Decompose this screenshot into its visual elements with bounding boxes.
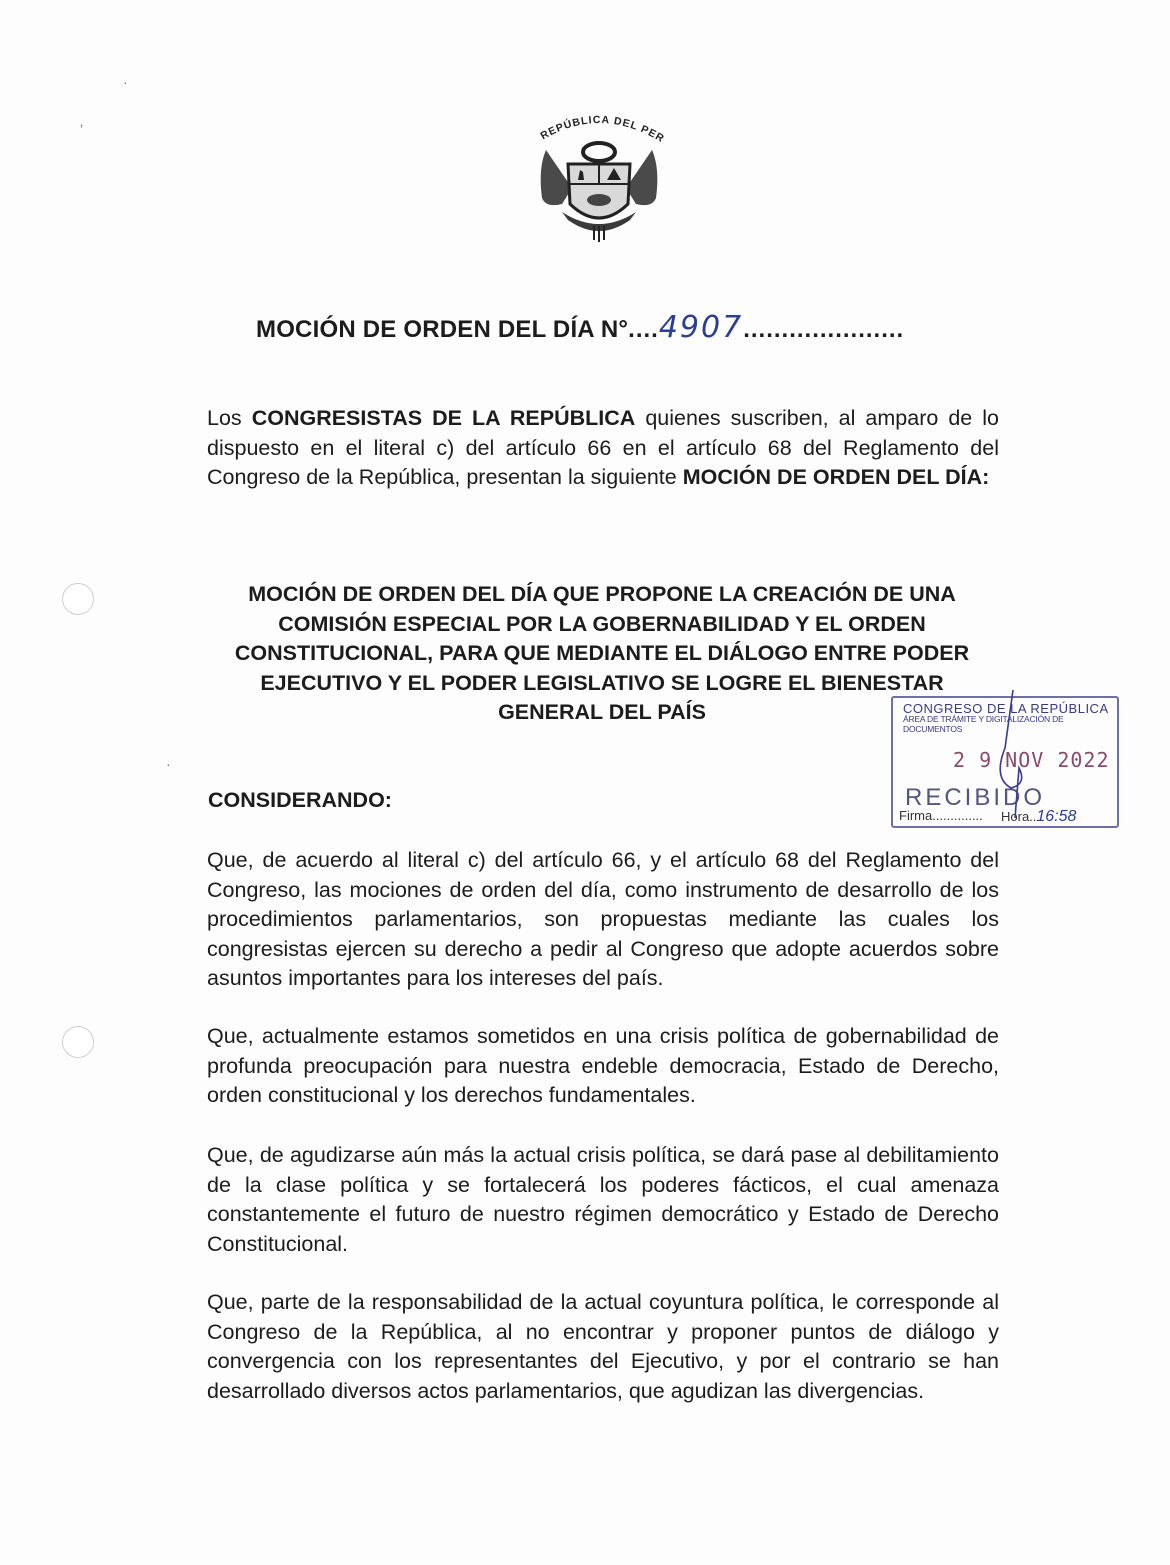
punch-hole <box>62 1026 94 1058</box>
motion-heading <box>212 580 992 728</box>
stamp-hora-value: 16:58 <box>1036 808 1077 825</box>
title-leader-dots: .... <box>628 316 659 343</box>
heading-line: MOCIÓN DE ORDEN DEL DÍA QUE PROPONE LA CREACIÓN DE UNA <box>248 582 956 606</box>
coat-of-arms-icon <box>528 108 670 248</box>
intro-paragraph <box>207 404 999 493</box>
title-label: MOCIÓN DE ORDEN DEL DÍA N° <box>256 316 629 343</box>
intro-text: quienes suscriben, al amparo de lo dispuesto en el literal c) del artículo 66 en el artículo 68 del Reglamento del Congreso de la República, presentan la siguiente <box>207 406 999 489</box>
body-paragraph: Que, de acuerdo al literal c) del artículo 66, y el artículo 68 del Reglamento del Congreso, las mociones de orden del día, como instrumento de desarrollo de los procedimientos parlamentarios, son propuestas mediante las cuales los congresistas ejercen su derecho a pedir al Congreso que adopte acuerdos sobre asuntos importantes para los intereses del país. <box>207 848 999 990</box>
title-trail-dots: ..................... <box>743 316 905 343</box>
stamp-institution: CONGRESO DE LA REPÚBLICA <box>903 701 1109 716</box>
stamp-date: 2 9 NOV 2022 <box>953 748 1110 772</box>
body-paragraph: Que, actualmente estamos sometidos en una crisis política de gobernabilidad de profunda preocupación para nuestra endeble democracia, Estado de Derecho, orden constitucional y los derechos fundamentales. <box>207 1024 999 1107</box>
scan-speck: · <box>166 756 171 772</box>
svg-text:REPÚBLICA DEL PERÚ <box>528 108 667 145</box>
stamp-area: ÁREA DE TRÁMITE Y DIGITALIZACIÓN DE DOCUMENTOS <box>903 714 1064 734</box>
document-title <box>256 310 976 345</box>
intro-bold: MOCIÓN DE ORDEN DEL DÍA: <box>682 465 990 489</box>
body-paragraph: Que, parte de la responsabilidad de la actual coyuntura política, le corresponde al Congreso de la República, al no encontrar y proponer puntos de diálogo y convergencia con los representantes del Ejecutivo, y por el contrario se han desarrollado diversos actos parlamentarios, que agudizan las divergencias. <box>207 1290 999 1403</box>
reception-stamp <box>891 696 1119 828</box>
intro-bold: CONGRESISTAS DE LA REPÚBLICA <box>251 406 636 430</box>
stamp-firma: Firma.............. <box>899 808 983 823</box>
intro-text: Los <box>207 406 252 430</box>
heading-line: EJECUTIVO Y EL PODER LEGISLATIVO SE LOGRE EL BIENESTAR <box>260 670 944 695</box>
stamp-hora-label: Hora.. <box>1001 809 1037 824</box>
considerando-heading: CONSIDERANDO: <box>208 788 392 812</box>
motion-number: 4907 <box>658 310 744 345</box>
heading-line: GENERAL DEL PAÍS <box>498 700 706 724</box>
signature-stroke <box>983 688 1043 828</box>
scan-speck: · <box>123 74 128 90</box>
heading-line: CONSTITUCIONAL, PARA QUE MEDIANTE EL DIÁLOGO ENTRE PODER <box>234 641 970 665</box>
seal-arc-text: REPÚBLICA DEL PER <box>538 113 667 146</box>
scan-speck: ʼ <box>80 122 84 138</box>
body-paragraph: Que, de agudizarse aún más la actual crisis política, se dará pase al debilitamiento de la clase política y se fortalecerá los poderes fácticos, el cual amenaza constantemente el futuro de nuestro régimen democrático y Estado de Derecho Constitucional. <box>207 1143 999 1256</box>
stamp-received: RECIBIDO <box>905 784 1046 811</box>
punch-hole <box>62 583 94 615</box>
heading-line: COMISIÓN ESPECIAL POR LA GOBERNABILIDAD Y EL ORDEN <box>278 611 926 636</box>
